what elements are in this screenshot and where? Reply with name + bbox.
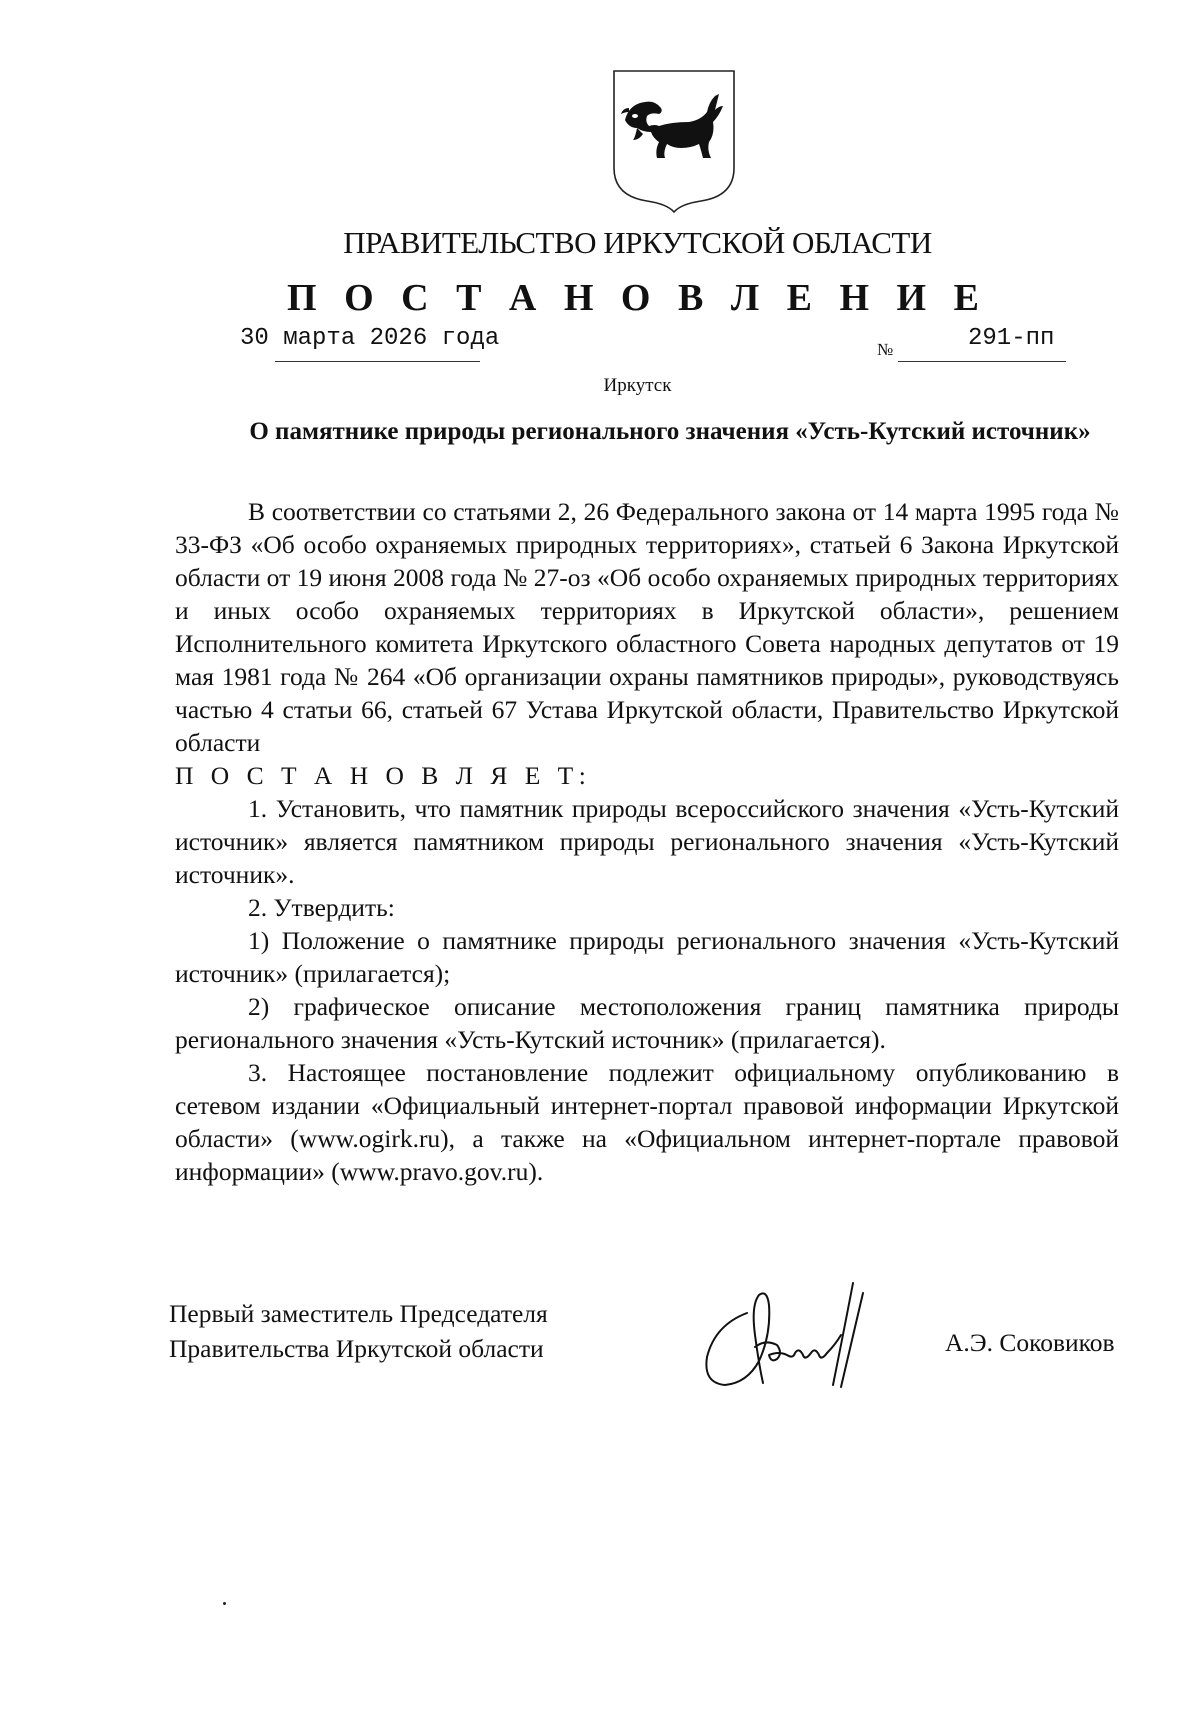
document-number: 291-пп [968,325,1055,352]
organization-name: ПРАВИТЕЛЬСТВО ИРКУТСКОЙ ОБЛАСТИ [343,225,932,260]
document-title: О памятнике природы регионального значения «Усть-Кутский источник» [249,418,1091,445]
handwritten-signature [685,1275,900,1405]
date-underline [275,361,480,362]
document-type: П О С Т А Н О В Л Е Н И Е [287,277,988,319]
number-underline [898,361,1066,362]
position-line-2: Правительства Иркутской области [169,1334,544,1363]
item-1: 1. Установить, что памятник природы всероссийского значения «Усть-Кутский источник» является памятником природы регионального значения «Усть-Кутский источник». [175,794,1119,889]
city: Иркутск [603,375,672,396]
resolves-heading: П О С Т А Н О В Л Я Е Т: [175,761,592,790]
number-sign: № [877,340,894,359]
item-2-1: 1) Положение о памятнике природы регионального значения «Усть-Кутский источник» (прилагается); [175,926,1119,988]
item-2: 2. Утвердить: [248,893,395,922]
coat-of-arms-icon [611,68,737,214]
item-3: 3. Настоящее постановление подлежит официальному опубликованию в сетевом издании «Официальный интернет-портал правовой информации Иркутской области» (www.ogirk.ru), а также на «Официальном интернет-портале правовой информации» (www.pravo.gov.ru). [175,1058,1119,1186]
document-body [175,495,1119,1188]
item-2-2: 2) графическое описание местоположения границ памятника природы регионального значения «Усть-Кутский источник» (прилагается). [175,992,1119,1054]
document-date: 30 марта 2026 года [240,325,500,352]
stray-dot [223,1602,226,1605]
position-line-1: Первый заместитель Председателя [169,1299,548,1328]
preamble: В соответствии со статьями 2, 26 Федерального закона от 14 марта 1995 года № 33-ФЗ «Об особо охраняемых природных территориях», статьей 6 Закона Иркутской области от 19 июня 2008 года № 27-оз «Об особо охраняемых природных территориях и иных особо охраняемых территориях в Иркутской области», решением Исполнительного комитета Иркутского областного Совета народных депутатов от 19 мая 1981 года № 264 «Об организации охраны памятников природы», руководствуясь частью 4 статьи 66, статьей 67 Устава Иркутской области, Правительство Иркутской области [175,497,1119,757]
signatory-name: А.Э. Соковиков [945,1328,1115,1357]
signatory-position [169,1296,548,1366]
